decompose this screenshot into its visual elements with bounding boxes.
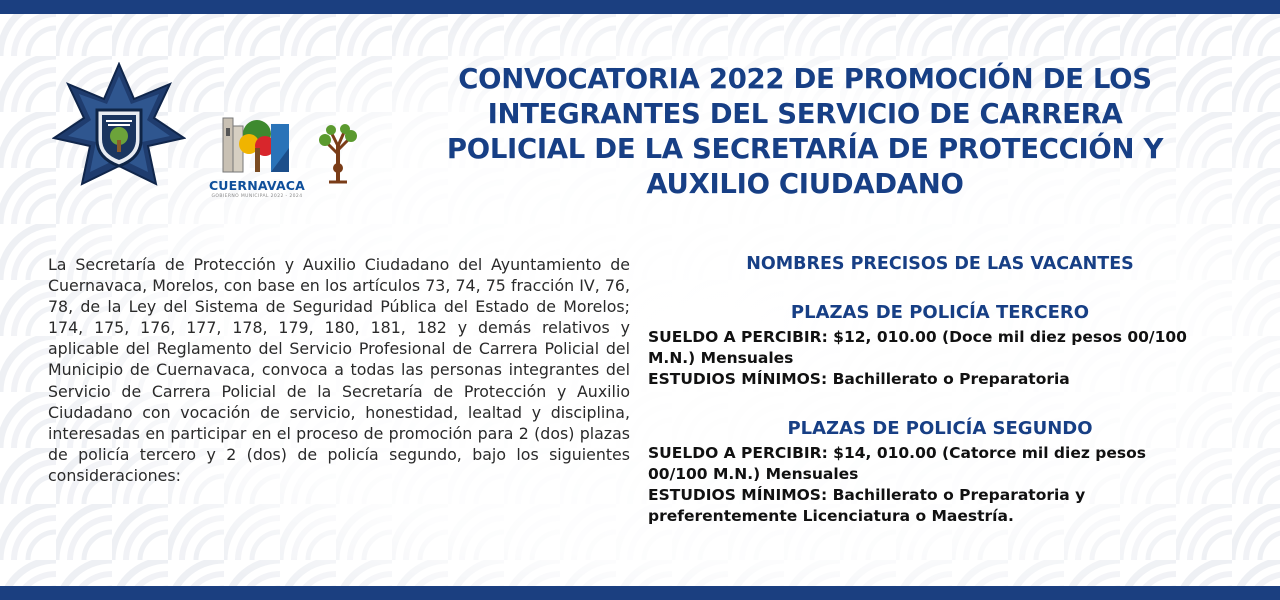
- detail-line: ESTUDIOS MÍNIMOS: Bachillerato o Preparatoria: [648, 370, 1070, 388]
- cuernavaca-wordmark: CUERNAVACA: [208, 178, 306, 193]
- plaza-segundo-heading: PLAZAS DE POLICÍA SEGUNDO: [787, 418, 1093, 439]
- cuernavaca-logo-icon: [197, 108, 317, 178]
- call-paragraph: La Secretaría de Protección y Auxilio Ciudadano del Ayuntamiento de Cuernavaca, Morelos, con base en los artículos 73, 74, 75 fracción IV, 76, 78, de la Ley del Sistema de Seguridad Pública del Estado de Morelos; 174, 175, 176, 177, 178, 179, 180, 181, 182 y demás relativos y aplicable del Reglamento del Servicio Profesional de Carrera Policial del Municipio de Cuernavaca, convoca a todas las personas integrantes del Servicio de Carrera Policial de la Secretaría de Protección y Auxilio Ciudadano con vocación de servicio, honestidad, lealtad y disciplina, interesadas en participar en el proceso de promoción para 2 (dos) plazas de policía tercero y 2 (dos) de policía segundo, bajo los siguientes consideraciones:: [48, 255, 630, 485]
- morelos-tree-icon: [317, 124, 359, 184]
- title-line: INTEGRANTES DEL SERVICIO DE CARRERA: [487, 98, 1123, 130]
- bottom-band: [0, 586, 1280, 600]
- plaza-tercero-details: [648, 327, 1218, 390]
- cuernavaca-subtitle: GOBIERNO MUNICIPAL 2022 - 2024: [211, 194, 303, 199]
- title-line: POLICIAL DE LA SECRETARÍA DE PROTECCIÓN Y: [446, 133, 1164, 165]
- vacancies-title: NOMBRES PRECISOS DE LAS VACANTES: [746, 254, 1134, 274]
- plaza-segundo-details: [648, 443, 1218, 527]
- page-title: [395, 62, 1215, 202]
- detail-line: SUELDO A PERCIBIR: $12, 010.00 (Doce mil diez pesos 00/100: [648, 328, 1187, 346]
- plaza-tercero-heading: PLAZAS DE POLICÍA TERCERO: [790, 302, 1090, 323]
- title-line: CONVOCATORIA 2022 DE PROMOCIÓN DE LOS: [458, 63, 1152, 95]
- detail-line: M.N.) Mensuales: [648, 349, 794, 367]
- detail-line: 00/100 M.N.) Mensuales: [648, 465, 859, 483]
- logo-group: [45, 58, 375, 208]
- detail-line: ESTUDIOS MÍNIMOS: Bachillerato o Preparatoria y: [648, 486, 1086, 504]
- police-star-badge-icon: [52, 62, 186, 196]
- detail-line: SUELDO A PERCIBIR: $14, 010.00 (Catorce mil diez pesos: [648, 444, 1146, 462]
- title-line: AUXILIO CIUDADANO: [646, 168, 964, 200]
- top-band: [0, 0, 1280, 14]
- detail-line: preferentemente Licenciatura o Maestría.: [648, 507, 1014, 525]
